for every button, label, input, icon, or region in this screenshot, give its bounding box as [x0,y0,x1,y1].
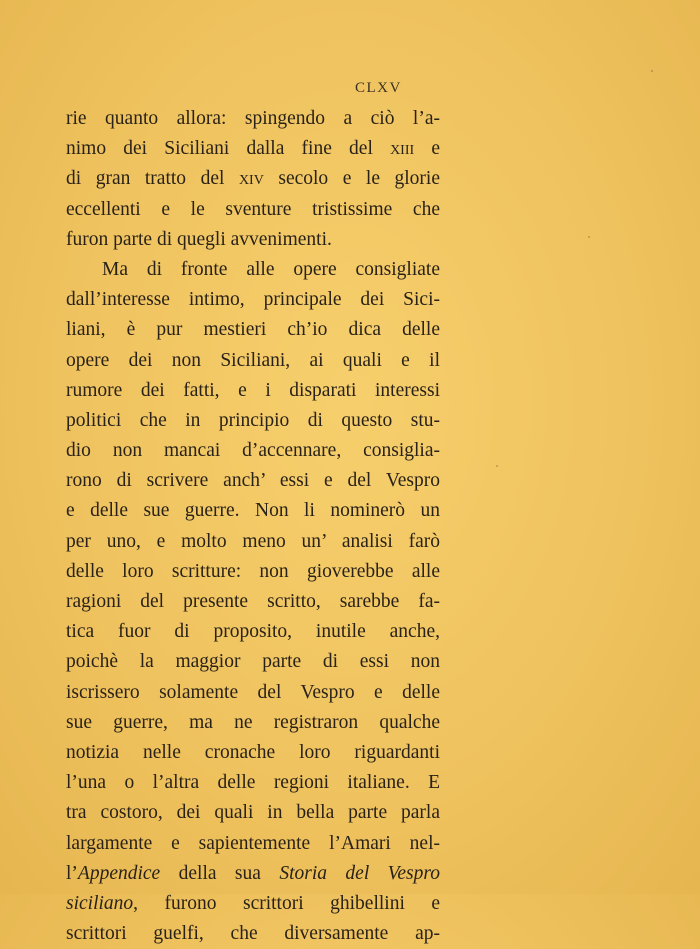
text-line [66,738,440,768]
text-line [66,496,440,526]
small-caps-text: xiii [390,138,415,160]
text-line [66,346,440,376]
text-segment: per uno, e molto meno un’ analisi farò [66,530,440,552]
text-segment: tica fuor di proposito, inutile anche, [66,621,440,643]
text-line [66,436,440,466]
text-segment: iscrissero solamente del Vespro e delle [66,681,440,703]
paper-speck [651,70,653,72]
text-segment: sue guerre, ma ne registraron qualche [66,711,440,733]
text-segment: l’ [66,862,78,884]
text-segment: liani, è pur mestieri ch’io dica delle [66,319,440,341]
text-segment: della sua [160,862,280,884]
text-segment: furon parte di quegli avvenimenti. [66,228,332,250]
text-segment: scrittori guelfi, che diversamente ap- [66,923,440,945]
text-line [66,768,440,798]
text-segment: rie quanto allora: spingendo a ciò l’a- [66,108,440,129]
paper-speck [588,236,590,238]
text-segment: dall’interesse intimo, principale dei Sici- [66,289,440,311]
text-segment: ragioni del presente scritto, sarebbe fa- [66,591,440,612]
text-line [66,376,440,406]
text-line [66,617,440,647]
text-segment: notizia nelle cronache loro riguardanti [66,741,440,763]
small-caps-text: xiv [238,168,264,190]
text-line [66,164,440,194]
body-text [66,104,440,949]
text-line [66,678,440,708]
text-line [66,255,440,285]
text-line [66,859,440,889]
text-segment: dio non mancai d’accennare, consiglia- [66,440,440,462]
text-segment: rumore dei fatti, e i disparati interessi [66,379,440,401]
text-line [66,285,440,315]
text-segment: e delle sue guerre. Non li nominerò un [66,500,440,522]
text-segment: delle loro scritture: non gioverebbe alle [66,560,440,582]
text-segment: Ma di fronte alle opere consigliate [102,258,440,280]
text-segment: , furono scrittori ghibellini e [133,892,440,914]
italic-text: Storia del Vespro [279,862,440,884]
text-line [66,798,440,828]
text-line [66,104,440,134]
text-segment: l’una o l’altra delle regioni italiane. E [66,772,440,794]
italic-text: siciliano [66,892,134,914]
text-segment: politici che in principio di questo stu- [66,409,440,431]
text-line [66,195,440,225]
text-segment: poichè la maggior parte di essi non [66,651,440,673]
text-line [66,587,440,617]
text-line [66,647,440,677]
text-segment: tra costoro, dei quali in bella parte parla [66,802,440,824]
text-line [66,829,440,859]
text-line [66,557,440,587]
text-segment: eccellenti e le sventure tristissime che [66,198,440,220]
text-segment: opere dei non Siciliani, ai quali e il [66,349,440,371]
text-segment: nimo dei Siciliani dalla fine del [66,138,391,160]
text-segment: largamente e sapientemente l’Amari nel- [66,832,440,854]
text-line [66,889,440,919]
text-line [66,406,440,436]
page-number: CLXV [355,80,402,96]
italic-text: Appendice [77,862,161,884]
text-line [66,466,440,496]
text-segment: secolo e le glorie [263,168,440,190]
text-line [66,708,440,738]
text-segment: rono di scrivere anch’ essi e del Vespro [66,470,440,492]
paper-speck [496,465,498,467]
text-line [66,134,440,164]
text-line [66,225,440,255]
text-segment: e [414,138,441,160]
text-line [66,527,440,557]
text-line [66,919,440,949]
text-line [66,315,440,345]
text-segment: di gran tratto del [66,168,239,190]
